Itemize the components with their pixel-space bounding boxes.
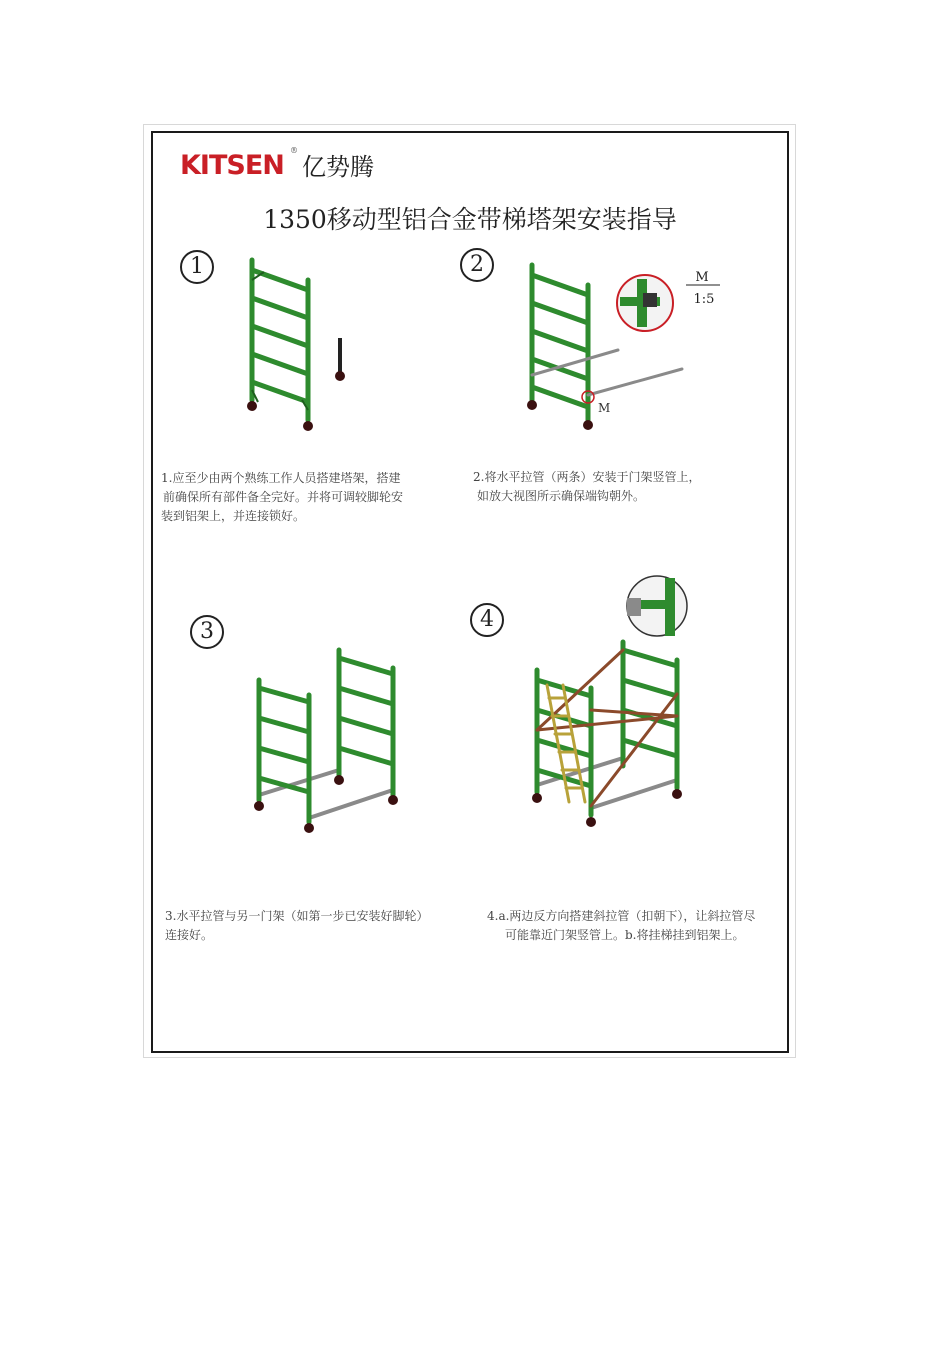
step-4-caption xyxy=(487,907,755,945)
brand-logo: KITSEN xyxy=(180,150,284,181)
detail-label-m: M xyxy=(598,401,611,415)
step-2-illustration xyxy=(520,255,740,435)
caption-line: 如放大视图所示确保端钩朝外。 xyxy=(477,489,646,503)
step-3-number: 3 xyxy=(190,615,224,649)
page-title: 1350移动型铝合金带梯塔架安装指导 xyxy=(263,205,677,234)
step-4-illustration xyxy=(525,570,700,840)
detail-zoom xyxy=(627,576,687,636)
step-2-caption xyxy=(473,468,700,506)
caption-line: 可能靠近门架竖管上。b.将挂梯挂到铝架上。 xyxy=(505,928,745,942)
step-2-number: 2 xyxy=(460,248,494,282)
registered-mark: ® xyxy=(290,146,298,155)
caster-part xyxy=(335,338,345,381)
caption-line: 3.水平拉管与另一门架（如第一步已安装好脚轮） xyxy=(165,909,429,923)
scale-ratio: 1:5 xyxy=(693,292,715,307)
step-3-caption xyxy=(165,907,428,945)
step-1-number: 1 xyxy=(180,250,214,284)
caption-line: 前确保所有部件备全完好。并将可调较脚轮安 xyxy=(163,490,404,504)
step-4-number: 4 xyxy=(470,603,504,637)
caption-line: 2.将水平拉管（两条）安装于门架竖管上， xyxy=(473,470,701,484)
caption-line: 连接好。 xyxy=(165,928,214,942)
caption-line: 4.a.两边反方向搭建斜拉管（扣朝下），让斜拉管尽 xyxy=(487,909,756,923)
brand-chinese-name: 亿势腾 xyxy=(302,153,374,181)
caption-line: 1.应至少由两个熟练工作人员搭建塔架，搭建 xyxy=(161,471,401,485)
step-1-caption xyxy=(161,469,403,526)
step-1-illustration xyxy=(230,250,360,435)
caption-line: 装到铝架上，并连接锁好。 xyxy=(161,509,306,523)
step-3-illustration xyxy=(245,640,405,840)
scale-label: M xyxy=(695,270,709,285)
detail-zoom xyxy=(617,275,673,331)
